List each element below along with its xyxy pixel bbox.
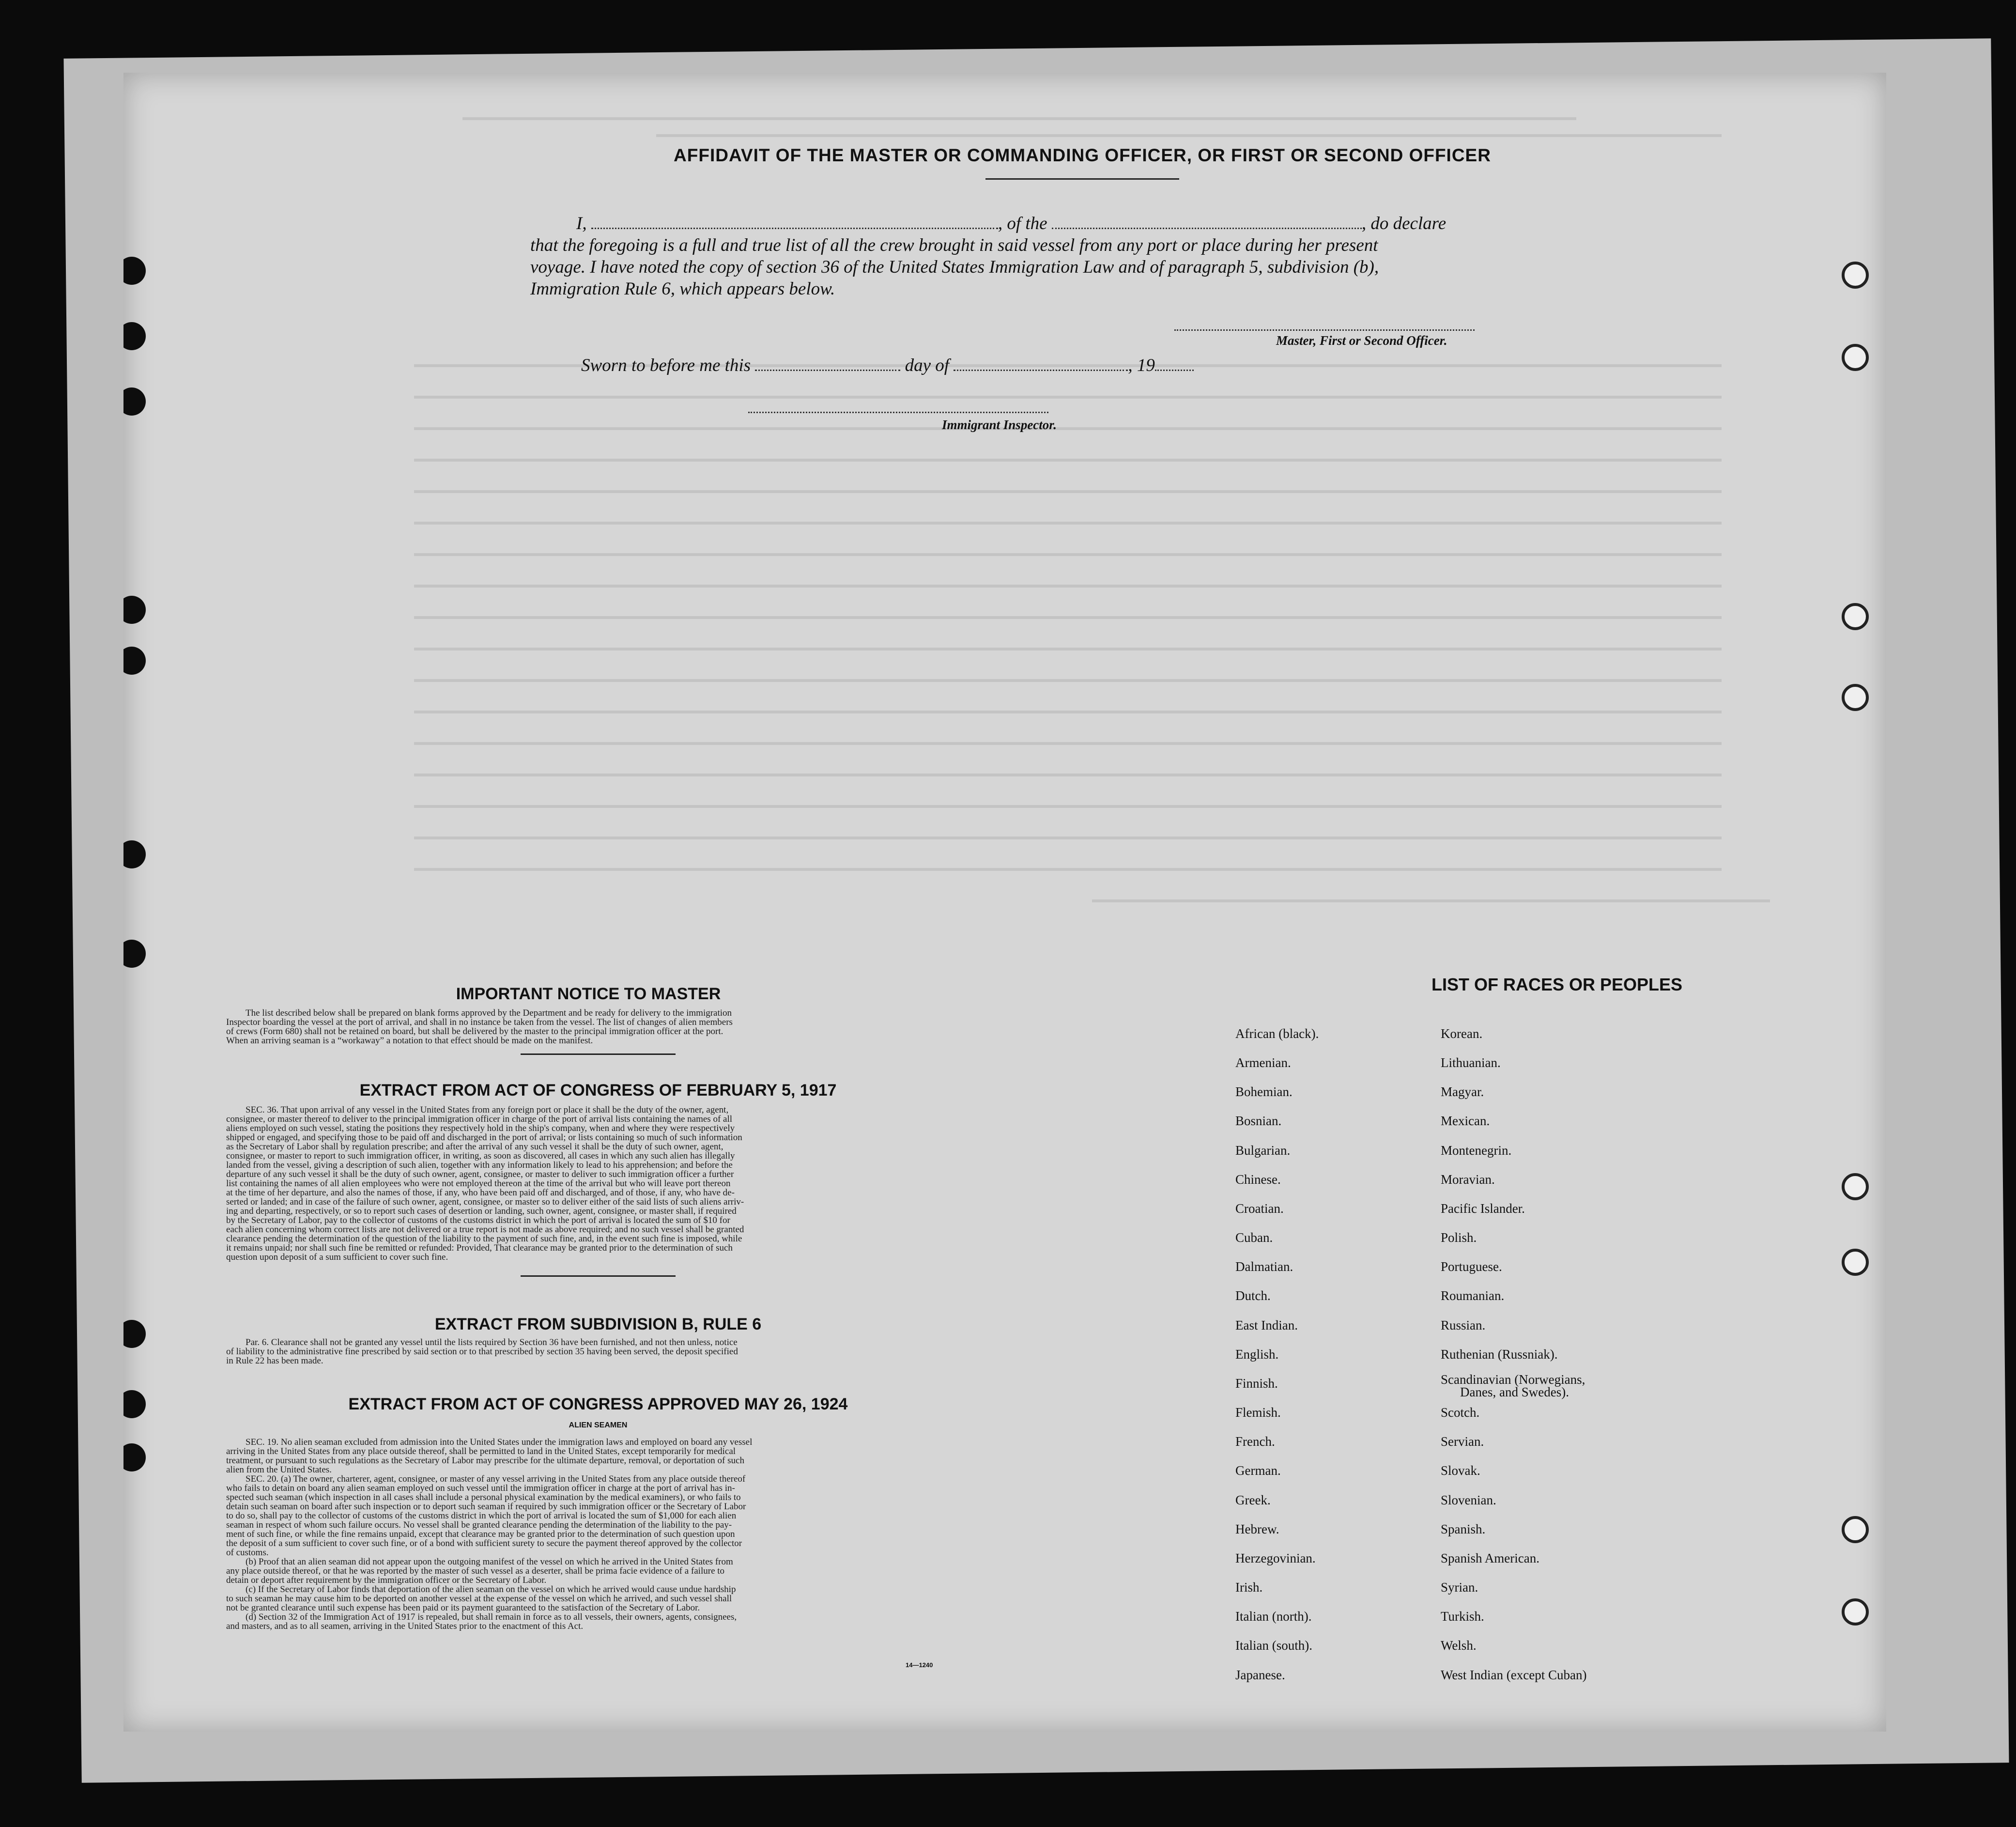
race-item: East Indian. — [1235, 1318, 1298, 1332]
extract-1924-line: treatment, or pursuant to such regulations as the Secretary of Labor may prescribe for the ultimate departure, removal, or deportation of such — [226, 1455, 744, 1466]
extract-1917-line: each alien concerning whom correct lists are not delivered or a true report is not made as above required; and no such vessel shall be granted — [226, 1224, 744, 1235]
extract-1917-line: by the Secretary of Labor, pay to the collector of customs of the customs district in which the port of arrival is located the sum of $10 for — [226, 1215, 730, 1225]
extract-1917-line: serted or landed; and in case of the failure of such owner, agent, consignee, or master so to deliver either of the said lists of such aliens arriv- — [226, 1197, 744, 1207]
race-item: Scandinavian (Norwegians, — [1441, 1372, 1585, 1387]
notice-line: of crews (Form 680) shall not be retained on board, but shall be delivered by the master to the principal immigration officer at the port. — [226, 1026, 723, 1037]
race-item: West Indian (except Cuban) — [1441, 1668, 1587, 1682]
year-label: , 19 — [1128, 356, 1155, 375]
extract-1917-line: consignee, or master thereof to deliver to the principal immigration officer in charge of the port of arrival lists containing the names of all — [226, 1114, 733, 1124]
affidavit-line-3: voyage. I have noted the copy of section 36 of the United States Immigration Law and of paragraph 5, subdivision (b), — [530, 257, 1379, 277]
punch-hole — [123, 1443, 146, 1471]
race-item: Welsh. — [1441, 1638, 1477, 1653]
punch-hole — [123, 647, 146, 675]
race-item: Russian. — [1441, 1318, 1486, 1332]
extract-1924-line: SEC. 20. (a) The owner, charterer, agent, consignee, or master of any vessel arriving in the United States from any place outside thereof — [246, 1474, 746, 1484]
inspector-signature-caption: Immigrant Inspector. — [942, 418, 1057, 432]
extract-1924-line: (d) Section 32 of the Immigration Act of 1917 is repealed, but shall remain in force as to all vessels, their owners, agents, consignees, — [246, 1612, 737, 1622]
extract-1924-line: spected such seaman (which inspection in all cases shall include a personal physical examination by the medical examiners), or who fails to — [226, 1492, 741, 1502]
sworn-year-field[interactable] — [1155, 355, 1194, 371]
extract-1924-line: detain such seaman on board after such inspection or to deport such seaman if required by such immigration officer or the Secretary of Labor — [226, 1502, 746, 1512]
race-item: Armenian. — [1235, 1055, 1291, 1070]
race-item: Herzegovinian. — [1235, 1551, 1316, 1565]
extract-1917-line: aliens employed on such vessel, stating the positions they respectively hold in the ship's company, when and where they were respectively — [226, 1123, 735, 1133]
race-item: Ruthenian (Russniak). — [1441, 1347, 1558, 1362]
punch-hole — [123, 1390, 146, 1418]
ring-hole — [1842, 1249, 1869, 1276]
affidavit-line-1 — [576, 213, 1446, 234]
section-divider — [521, 1053, 676, 1055]
ring-hole — [1842, 262, 1869, 289]
extract-1924-line: who fails to detain on board any alien seaman employed on such vessel until the immigration officer in charge at the port of arrival has in- — [226, 1483, 735, 1493]
punch-hole — [123, 1320, 146, 1348]
ring-hole — [1842, 344, 1869, 371]
declarant-name-field[interactable] — [591, 213, 998, 229]
extract-1917-line: at the time of her departure, and also the names of those, if any, who have been paid off and discharged, and of those, if any, who have de- — [226, 1188, 735, 1198]
subdivision-b-line: of liability to the administrative fine prescribed by said section or to that prescribed by section 35 having been served, the deposit specified — [226, 1347, 738, 1357]
race-item: Pacific Islander. — [1441, 1201, 1525, 1216]
document-page — [123, 73, 1886, 1732]
race-item: Syrian. — [1441, 1580, 1478, 1595]
race-item: Servian. — [1441, 1434, 1484, 1449]
declarant-prefix: I, — [576, 214, 587, 233]
extract-1924-line: seaman in respect of whom such failure occurs. No vessel shall be granted clearance pending the determination of the liability to the pay- — [226, 1520, 732, 1530]
notice-title: IMPORTANT NOTICE TO MASTER — [456, 985, 721, 1003]
race-item: Dalmatian. — [1235, 1259, 1293, 1274]
subdivision-b-line: in Rule 22 has been made. — [226, 1356, 323, 1366]
race-item: Polish. — [1441, 1230, 1477, 1245]
punch-hole — [123, 840, 146, 868]
punch-hole — [123, 940, 146, 968]
extract-1924-line: any place outside thereof, or that he was reported by the master of such vessel as a deserter, shall be prima facie evidence of a failure to — [226, 1566, 725, 1576]
race-item: Chinese. — [1235, 1172, 1281, 1187]
race-item: Slovenian. — [1441, 1493, 1496, 1507]
punch-hole — [123, 322, 146, 350]
extract-1917-line: ing and departing, respectively, or so to report such cases of desertion or landing, such owner, agent, consignee, or master shall, if required — [226, 1206, 737, 1216]
affidavit-line-4: Immigration Rule 6, which appears below. — [530, 279, 835, 299]
race-item: Turkish. — [1441, 1609, 1484, 1624]
of-the-label: , of the — [998, 214, 1047, 233]
inspector-signature-line[interactable] — [748, 412, 1048, 413]
race-item: Bohemian. — [1235, 1084, 1293, 1099]
extract-1924-line: to do so, shall pay to the collector of customs of the customs district in which the port of arrival is located the sum of $1,000 for each alien — [226, 1511, 737, 1521]
affidavit-line-2: that the foregoing is a full and true list of all the crew brought in said vessel from any port or place during her present — [530, 235, 1378, 255]
section-divider — [521, 1275, 676, 1277]
sworn-month-field[interactable] — [954, 355, 1128, 371]
ring-hole — [1842, 684, 1869, 711]
race-item: Bulgarian. — [1235, 1143, 1291, 1158]
race-item: Portuguese. — [1441, 1259, 1502, 1274]
race-item: French. — [1235, 1434, 1275, 1449]
race-item: German. — [1235, 1463, 1281, 1478]
race-item: Spanish. — [1441, 1522, 1486, 1536]
race-item: Korean. — [1441, 1026, 1483, 1041]
vessel-name-field[interactable] — [1052, 213, 1362, 229]
alien-seamen-subtitle: ALIEN SEAMEN — [569, 1421, 628, 1429]
master-signature-line[interactable] — [1174, 329, 1475, 331]
ring-hole — [1842, 1516, 1869, 1543]
ring-hole — [1842, 1598, 1869, 1626]
race-item: English. — [1235, 1347, 1279, 1362]
notice-line: The list described below shall be prepared on blank forms approved by the Department and be ready for delivery to the immigration — [246, 1008, 732, 1018]
day-of-label: day of — [905, 356, 950, 375]
race-item: Lithuanian. — [1441, 1055, 1501, 1070]
extract-1917-line: list containing the names of all alien employees who were not employed thereon at the time of the arrival but who will leave port thereon — [226, 1178, 731, 1189]
extract-1924-line: ment of such fine, or while the fine remains unpaid, except that clearance may be granted prior to the determination of such question upon — [226, 1529, 735, 1539]
race-item: Danes, and Swedes). — [1460, 1385, 1569, 1399]
form-number: 14—1240 — [906, 1661, 933, 1669]
notice-text — [226, 1008, 1020, 1045]
punch-hole — [123, 257, 146, 285]
race-item: Irish. — [1235, 1580, 1263, 1595]
extract-1924-line: and masters, and as to all seamen, arriving in the United States prior to the enactment of this Act. — [226, 1621, 584, 1631]
race-item: Japanese. — [1235, 1668, 1285, 1682]
extract-1924-line: detain or deport after requirement by the immigration officer or the Secretary of Labor. — [226, 1575, 547, 1585]
extract-1917-title: EXTRACT FROM ACT OF CONGRESS OF FEBRUARY 5, 1917 — [359, 1081, 837, 1099]
extract-1924-line: the deposit of a sum sufficient to cover such fine, or of a bond with sufficient surety to secure the payment thereof approved by the collector — [226, 1538, 742, 1548]
race-item: Roumanian. — [1441, 1288, 1505, 1303]
race-item: Finnish. — [1235, 1376, 1278, 1391]
extract-1917-line: consignee, or master to report to such immigration officer, in writing, as soon as discovered, all cases in which any such alien has illegally — [226, 1151, 735, 1161]
notice-line: When an arriving seaman is a “workaway” a notation to that effect should be made on the manifest. — [226, 1036, 593, 1046]
race-item: Moravian. — [1441, 1172, 1495, 1187]
ring-hole — [1842, 603, 1869, 630]
extract-1924-line: (b) Proof that an alien seaman did not appear upon the outgoing manifest of the vessel on which he arrived in the United States from — [246, 1557, 733, 1567]
race-item: Greek. — [1235, 1493, 1271, 1507]
extract-1924-line: to such seaman he may cause him to be deported on another vessel at the expense of the vessel on which he arrived, and such vessel shall — [226, 1594, 732, 1604]
extract-1917-line: SEC. 36. That upon arrival of any vessel in the United States from any foreign port or place it shall be the duty of the owner, agent, — [246, 1105, 729, 1115]
race-item: Cuban. — [1235, 1230, 1273, 1245]
race-item: African (black). — [1235, 1026, 1319, 1041]
race-item: Croatian. — [1235, 1201, 1284, 1216]
sworn-day-field[interactable] — [755, 355, 900, 371]
extract-1924-line: (c) If the Secretary of Labor finds that deportation of the alien seaman on the vessel on which he arrived would cause undue hardship — [246, 1584, 736, 1595]
extract-1924-line: not be granted clearance until such expense has been paid or its payment guaranteed to the satisfaction of the Secretary of Labor. — [226, 1603, 700, 1613]
extract-1917-text — [226, 1105, 1020, 1262]
master-signature-caption: Master, First or Second Officer. — [1276, 333, 1447, 348]
affidavit-title: AFFIDAVIT OF THE MASTER OR COMMANDING OFFICER, OR FIRST OR SECOND OFFICER — [674, 145, 1491, 165]
extract-1924-line: of customs. — [226, 1548, 269, 1558]
race-item: Hebrew. — [1235, 1522, 1279, 1536]
race-item: Scotch. — [1441, 1405, 1480, 1420]
punch-hole — [123, 596, 146, 624]
sworn-prefix: Sworn to before me this — [581, 356, 751, 375]
race-item: Magyar. — [1441, 1084, 1484, 1099]
race-item: Spanish American. — [1441, 1551, 1539, 1565]
subdivision-b-line: Par. 6. Clearance shall not be granted any vessel until the lists required by Section 36 have been furnished, and not then unless, notice — [246, 1337, 738, 1347]
extract-1924-title: EXTRACT FROM ACT OF CONGRESS APPROVED MAY 26, 1924 — [348, 1395, 848, 1413]
extract-1924-line: alien from the United States. — [226, 1465, 332, 1475]
race-item: Italian (south). — [1235, 1638, 1312, 1653]
extract-1917-line: shipped or engaged, and specifying those to be paid off and discharged in the port of arrival; or lists containing so much of such information — [226, 1132, 742, 1143]
race-item: Mexican. — [1441, 1114, 1490, 1128]
notice-line: Inspector boarding the vessel at the port of arrival, and shall in no instance be taken from the vessel. The list of changes of alien members — [226, 1017, 733, 1027]
race-item: Flemish. — [1235, 1405, 1281, 1420]
extract-1924-line: arriving in the United States from any place outside thereof, shall be permitted to land in the United States, except temporarily for medical — [226, 1446, 736, 1456]
extract-1917-line: clearance pending the determination of the question of the liability to the payment of such fine, and, in the event such fine is imposed, while — [226, 1234, 742, 1244]
race-item: Slovak. — [1441, 1463, 1480, 1478]
races-title: LIST OF RACES OR PEOPLES — [1431, 975, 1683, 994]
punch-hole — [123, 387, 146, 416]
sworn-line — [581, 355, 1194, 376]
extract-1917-line: landed from the vessel, giving a description of such alien, together with any information likely to lead to his apprehension; and before the — [226, 1160, 733, 1170]
race-item: Italian (north). — [1235, 1609, 1312, 1624]
title-divider — [985, 178, 1179, 180]
extract-1917-line: question upon deposit of a sum sufficient to cover such fine. — [226, 1252, 448, 1262]
subdivision-b-text — [226, 1338, 1020, 1365]
extract-1917-line: departure of any such vessel it shall be the duty of such owner, agent, consignee, or master to deliver to such immigration officer a further — [226, 1169, 734, 1179]
extract-1917-line: it remains unpaid; nor shall such fine be remitted or refunded: Provided, That clearance may be granted prior to the determination of such — [226, 1243, 733, 1253]
do-declare-label: , do declare — [1361, 214, 1447, 233]
subdivision-b-title: EXTRACT FROM SUBDIVISION B, RULE 6 — [434, 1315, 762, 1333]
race-item: Montenegrin. — [1441, 1143, 1512, 1158]
race-item: Bosnian. — [1235, 1114, 1282, 1128]
extract-1924-text — [226, 1438, 1020, 1631]
extract-1924-line: SEC. 19. No alien seaman excluded from admission into the United States under the immigration laws and employed on board any vessel — [246, 1437, 753, 1447]
race-item: Dutch. — [1235, 1288, 1271, 1303]
ring-hole — [1842, 1173, 1869, 1200]
extract-1917-line: as the Secretary of Labor shall by regulation prescribe; and after the arrival of any such vessel it shall be the duty of such owner, agent, — [226, 1142, 723, 1152]
